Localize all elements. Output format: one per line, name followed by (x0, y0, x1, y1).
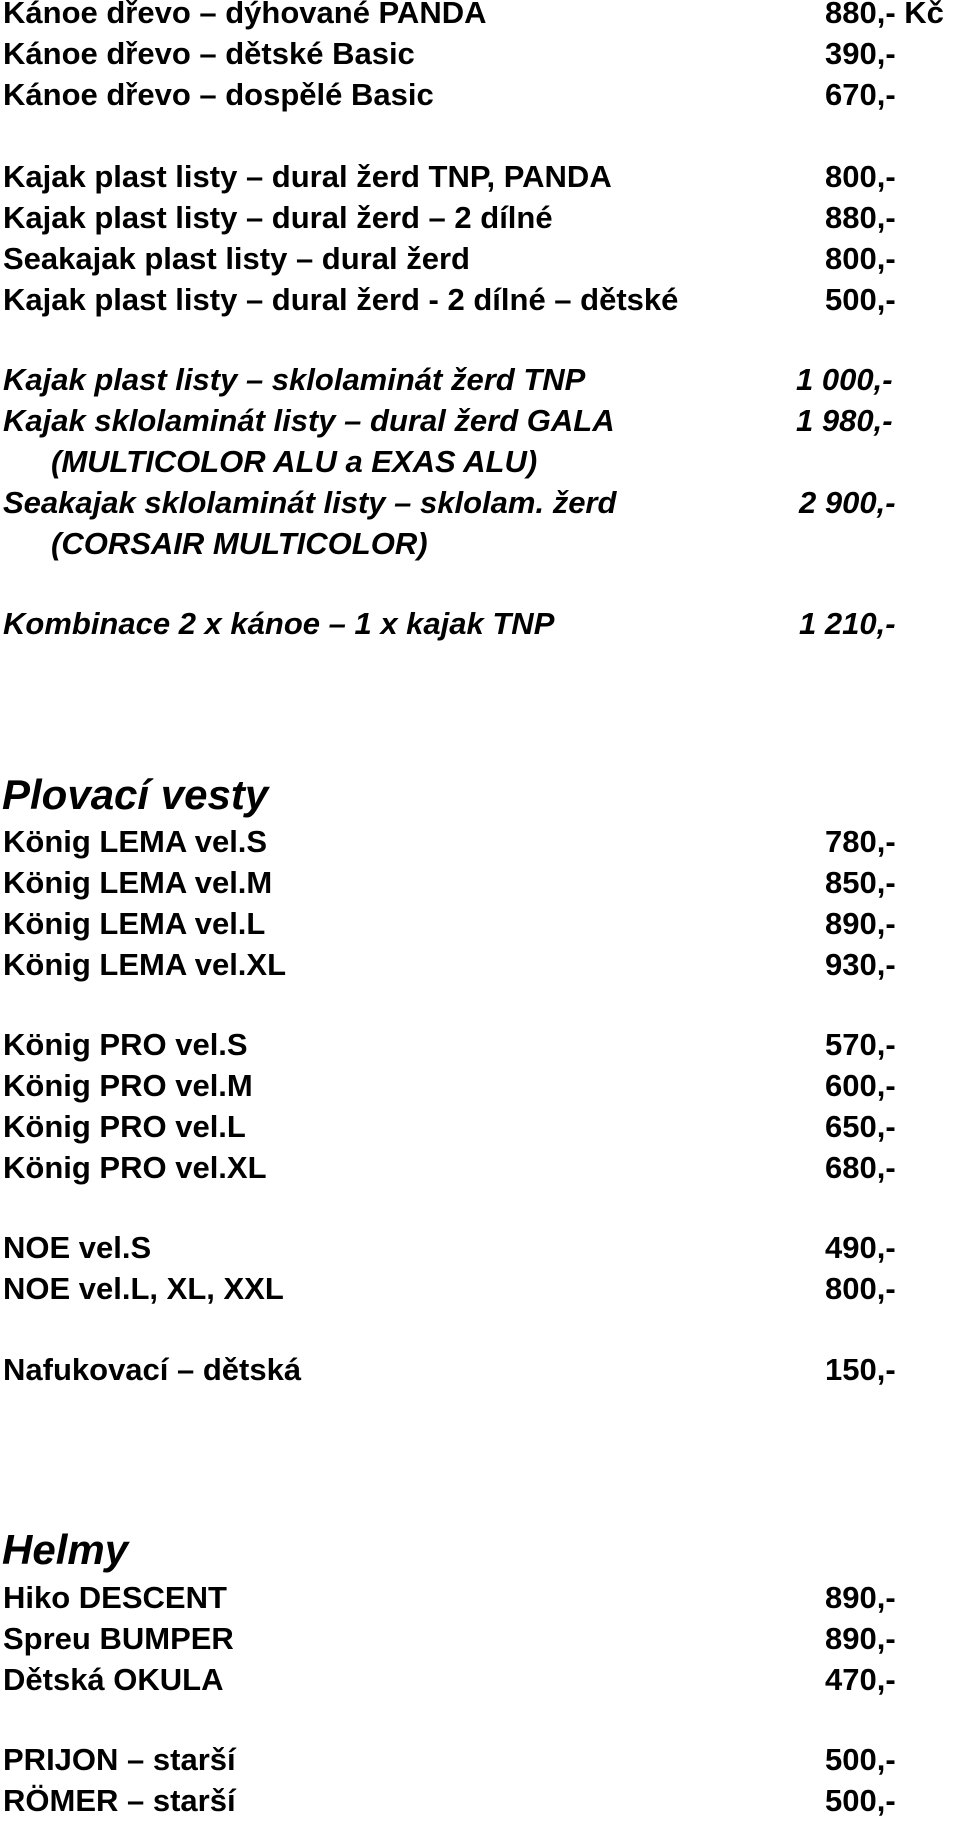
item-price: 680,- (825, 1150, 896, 1185)
item-name: Kajak plast listy – dural žerd – 2 dílné (3, 200, 553, 235)
item-price: 650,- (825, 1109, 896, 1144)
item-name: König LEMA vel.L (3, 906, 266, 941)
item-name: RÖMER – starší (3, 1783, 236, 1818)
item-price: 600,- (825, 1068, 896, 1103)
item-name: Kajak plast listy – dural žerd TNP, PANDA (3, 159, 612, 194)
item-price: 570,- (825, 1027, 896, 1062)
item-name: König LEMA vel.XL (3, 947, 287, 982)
item-name: Kánoe dřevo – dětské Basic (3, 36, 415, 71)
item-price: 500,- (825, 1783, 896, 1818)
item-price: 780,- (825, 824, 896, 859)
item-price: 930,- (825, 947, 896, 982)
item-price: 390,- (825, 36, 896, 71)
item-price: 1 210,- (799, 606, 896, 641)
item-price: 890,- (825, 1580, 896, 1615)
item-name: Seakajak plast listy – dural žerd (3, 241, 470, 276)
item-price: 2 900,- (799, 485, 896, 520)
item-price: 800,- (825, 159, 896, 194)
item-price: 890,- (825, 1621, 896, 1656)
section-title-vests: Plovací vesty (2, 771, 269, 818)
item-price: 150,- (825, 1352, 896, 1387)
item-price: 470,- (825, 1662, 896, 1697)
item-price: 1 980,- (796, 403, 893, 438)
item-price: 1 000,- (796, 362, 893, 397)
item-price: 890,- (825, 906, 896, 941)
item-price: 500,- (825, 282, 896, 317)
item-name: PRIJON – starší (3, 1742, 236, 1777)
item-name: Hiko DESCENT (3, 1580, 227, 1615)
section-title-helmets: Helmy (2, 1526, 129, 1573)
item-name: König LEMA vel.M (3, 865, 273, 900)
item-price: 850,- (825, 865, 896, 900)
item-price: 800,- (825, 1271, 896, 1306)
item-name: Kánoe dřevo – dospělé Basic (3, 77, 434, 112)
item-name: Nafukovací – dětská (3, 1352, 302, 1387)
item-name: Spreu BUMPER (3, 1621, 234, 1656)
item-price: 880,- Kč (825, 0, 944, 30)
item-price: 500,- (825, 1742, 896, 1777)
item-note: (CORSAIR MULTICOLOR) (51, 526, 428, 561)
item-price: 800,- (825, 241, 896, 276)
item-name: König PRO vel.L (3, 1109, 246, 1144)
item-name: Kajak plast listy – sklolaminát žerd TNP (3, 362, 586, 397)
item-name: König PRO vel.XL (3, 1150, 267, 1185)
item-name: Kajak plast listy – dural žerd - 2 dílné – dětské (3, 282, 679, 317)
item-name: König LEMA vel.S (3, 824, 268, 859)
item-price: 880,- (825, 200, 896, 235)
item-name: NOE vel.L, XL, XXL (3, 1271, 284, 1306)
item-name: Dětská OKULA (3, 1662, 224, 1697)
item-name: König PRO vel.S (3, 1027, 248, 1062)
item-note: (MULTICOLOR ALU a EXAS ALU) (51, 444, 538, 479)
item-name: Kánoe dřevo – dýhované PANDA (3, 0, 487, 30)
item-name: Kajak sklolaminát listy – dural žerd GALA (3, 403, 615, 438)
item-name: Kombinace 2 x kánoe – 1 x kajak TNP (3, 606, 555, 641)
item-name: Seakajak sklolaminát listy – sklolam. žerd (3, 485, 617, 520)
item-name: NOE vel.S (3, 1230, 152, 1265)
item-price: 490,- (825, 1230, 896, 1265)
item-price: 670,- (825, 77, 896, 112)
item-name: König PRO vel.M (3, 1068, 253, 1103)
